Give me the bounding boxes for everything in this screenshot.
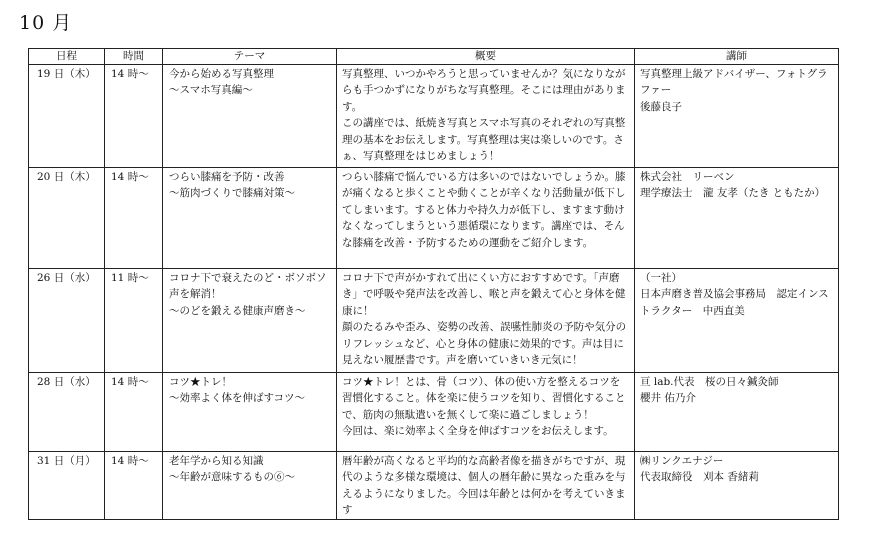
cell-time: 14 時～ <box>105 65 163 168</box>
table-row <box>29 373 839 452</box>
cell-summary: 写真整理、いつかやろうと思っていませんか？気になりながらも手つかずになりがちな写真整理。そこには理由があります。 この講座では、紙焼き写真とスマホ写真のそれぞれの写真整理の基本をお伝えします。写真整理は実は楽しいのです。さぁ、写真整理をはじめましょう！ <box>337 65 635 168</box>
header-date: 日程 <box>29 49 105 65</box>
table-row <box>29 65 839 168</box>
cell-teacher: 株式会社 リーベン 理学療法士 瀧 友孝（たき ともたか） <box>635 168 839 269</box>
cell-summary: つらい膝痛で悩んでいる方は多いのではないでしょうか。膝が痛くなると歩くことや動くことが辛くなり活動量が低下してしまいます。すると体力や持久力が低下し、ますます動けなくなってしまうという悪循環になります。講座では、そんな膝痛を改善・予防するための運動をご紹介します。 <box>337 168 635 269</box>
table-row <box>29 452 839 520</box>
cell-time: 14 時～ <box>105 373 163 452</box>
cell-time: 14 時～ <box>105 452 163 520</box>
header-summary: 概要 <box>337 49 635 65</box>
cell-summary: 暦年齢が高くなると平均的な高齢者像を描きがちですが、現代のような多様な環境は、個人の暦年齢に異なった重みを与えるようになりました。今回は年齢とは何かを考えていきます <box>337 452 635 520</box>
cell-teacher: （一社） 日本声磨き普及協会事務局 認定インストラクター 中西直美 <box>635 269 839 373</box>
schedule-table <box>28 48 839 520</box>
cell-date: 31 日（月） <box>29 452 105 520</box>
cell-summary: コロナ下で声がかすれて出にくい方におすすめです。「声磨き」で呼吸や発声法を改善し、喉と声を鍛えて心と身体を健康に！ 顔のたるみや歪み、姿勢の改善、誤嚥性肺炎の予防や気分のリフレッシュなど、心と身体の健康に効果的です。声は目に見えない履歴書です。声を磨いていきいき元気に！ <box>337 269 635 373</box>
cell-theme: 老年学から知る知識 ～年齢が意味するもの⑥～ <box>163 452 337 520</box>
cell-theme: コツ★トレ！ ～効率よく体を伸ばすコツ～ <box>163 373 337 452</box>
header-time: 時間 <box>105 49 163 65</box>
cell-summary: コツ★トレ！とは、骨（コツ）、体の使い方を整えるコツを習慣化すること。体を楽に使うコツを知り、習慣化することで、筋肉の無駄遣いを無くして楽に過ごしましょう！ 今回は、楽に効率よく全身を伸ばすコツをお伝えします。 <box>337 373 635 452</box>
page-title: 10 月 <box>19 12 73 34</box>
cell-date: 28 日（水） <box>29 373 105 452</box>
table-row <box>29 168 839 269</box>
cell-theme: つらい膝痛を予防・改善 ～筋肉づくりで膝痛対策～ <box>163 168 337 269</box>
cell-time: 14 時～ <box>105 168 163 269</box>
cell-theme: 今から始める写真整理 ～スマホ写真編～ <box>163 65 337 168</box>
table-header-row <box>29 49 839 65</box>
cell-teacher: 写真整理上級アドバイザー、フォトグラファー 後藤良子 <box>635 65 839 168</box>
cell-date: 20 日（木） <box>29 168 105 269</box>
cell-theme: コロナ下で衰えたのど・ボソボソ声を解消！ ～のどを鍛える健康声磨き～ <box>163 269 337 373</box>
header-theme: テーマ <box>163 49 337 65</box>
cell-time: 11 時～ <box>105 269 163 373</box>
cell-teacher: 亘 lab.代表 桜の日々鍼灸師 櫻井 佑乃介 <box>635 373 839 452</box>
table-row <box>29 269 839 373</box>
cell-date: 26 日（水） <box>29 269 105 373</box>
header-teacher: 講師 <box>635 49 839 65</box>
cell-teacher: ㈱リンクエナジー 代表取締役 刈本 香緒莉 <box>635 452 839 520</box>
cell-date: 19 日（木） <box>29 65 105 168</box>
